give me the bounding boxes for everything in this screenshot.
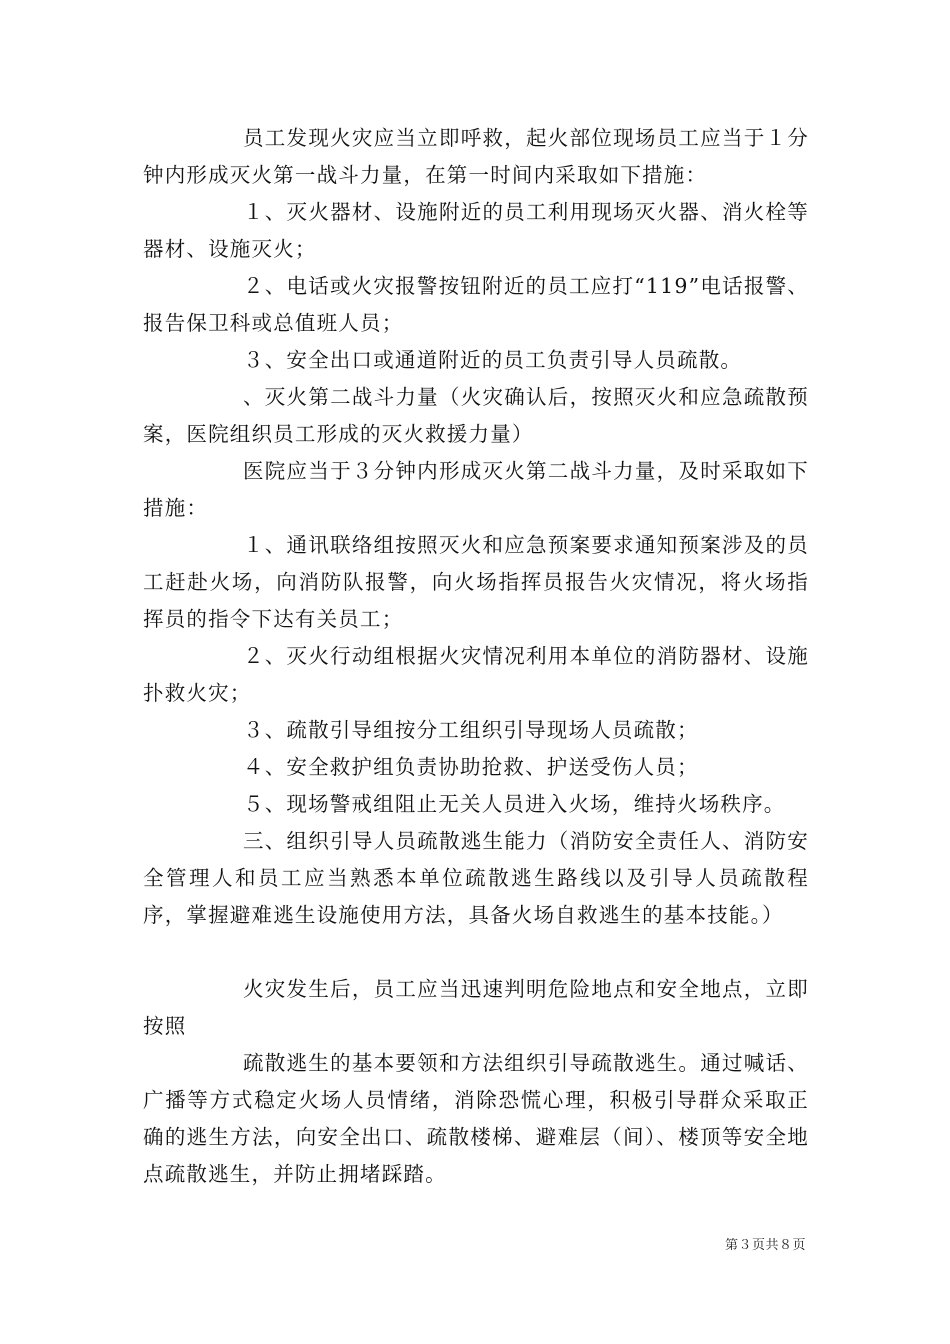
paragraph-group-5: ５、现场警戒组阻止无关人员进入火场，维持火场秩序。 xyxy=(243,792,786,816)
paragraph-hospital-response: 医院应当于３分钟内形成灭火第二战斗力量，及时采取如下措施： xyxy=(143,459,809,520)
paragraph-section-three: 三、组织引导人员疏散逃生能力（消防安全责任人、消防安全管理人和员工应当熟悉本单位疏散逃生路线以及引导人员疏散程序，掌握避难逃生设施使用方法，具备火场自救逃生的基本技能。） xyxy=(143,829,809,927)
paragraph-evacuation-method: 疏散逃生的基本要领和方法组织引导疏散逃生。通过喊话、广播等方式稳定火场人员情绪，消除恐慌心理，积极引导群众采取正确的逃生方法，向安全出口、疏散楼梯、避难层（间）、楼顶等安全地点疏散逃生，并防止拥堵踩踏。 xyxy=(143,1051,809,1186)
paragraph-second-force-heading: 、灭火第二战斗力量（火灾确认后，按照灭火和应急疏散预案，医院组织员工形成的灭火救援力量） xyxy=(143,385,809,446)
paragraph-after-fire: 火灾发生后，员工应当迅速判明危险地点和安全地点，立即按照 xyxy=(143,977,809,1038)
paragraph-group-1: １、通讯联络组按照灭火和应急预案要求通知预案涉及的员工赶赴火场，向消防队报警，向火场指挥员报告火灾情况，将火场指挥员的指令下达有关员工； xyxy=(143,533,809,631)
paragraph-first-response: 员工发现火灾应当立即呼救，起火部位现场员工应当于１分钟内形成灭火第一战斗力量，在第一时间内采取如下措施： xyxy=(143,126,809,187)
paragraph-group-2: ２、灭火行动组根据火灾情况利用本单位的消防器材、设施扑救火灾； xyxy=(143,644,809,705)
paragraph-measure-2: ２、电话或火灾报警按钮附近的员工应打“119”电话报警、报告保卫科或总值班人员； xyxy=(143,274,809,335)
paragraph-group-4: ４、安全救护组负责协助抢救、护送受伤人员； xyxy=(243,755,699,779)
paragraph-measure-1: １、灭火器材、设施附近的员工利用现场灭火器、消火栓等器材、设施灭火； xyxy=(143,200,809,261)
paragraph-measure-3: ３、安全出口或通道附近的员工负责引导人员疏散。 xyxy=(243,348,743,372)
paragraph-group-3: ３、疏散引导组按分工组织引导现场人员疏散； xyxy=(243,718,699,742)
page-footer: 第３页共８页 xyxy=(724,1238,806,1253)
